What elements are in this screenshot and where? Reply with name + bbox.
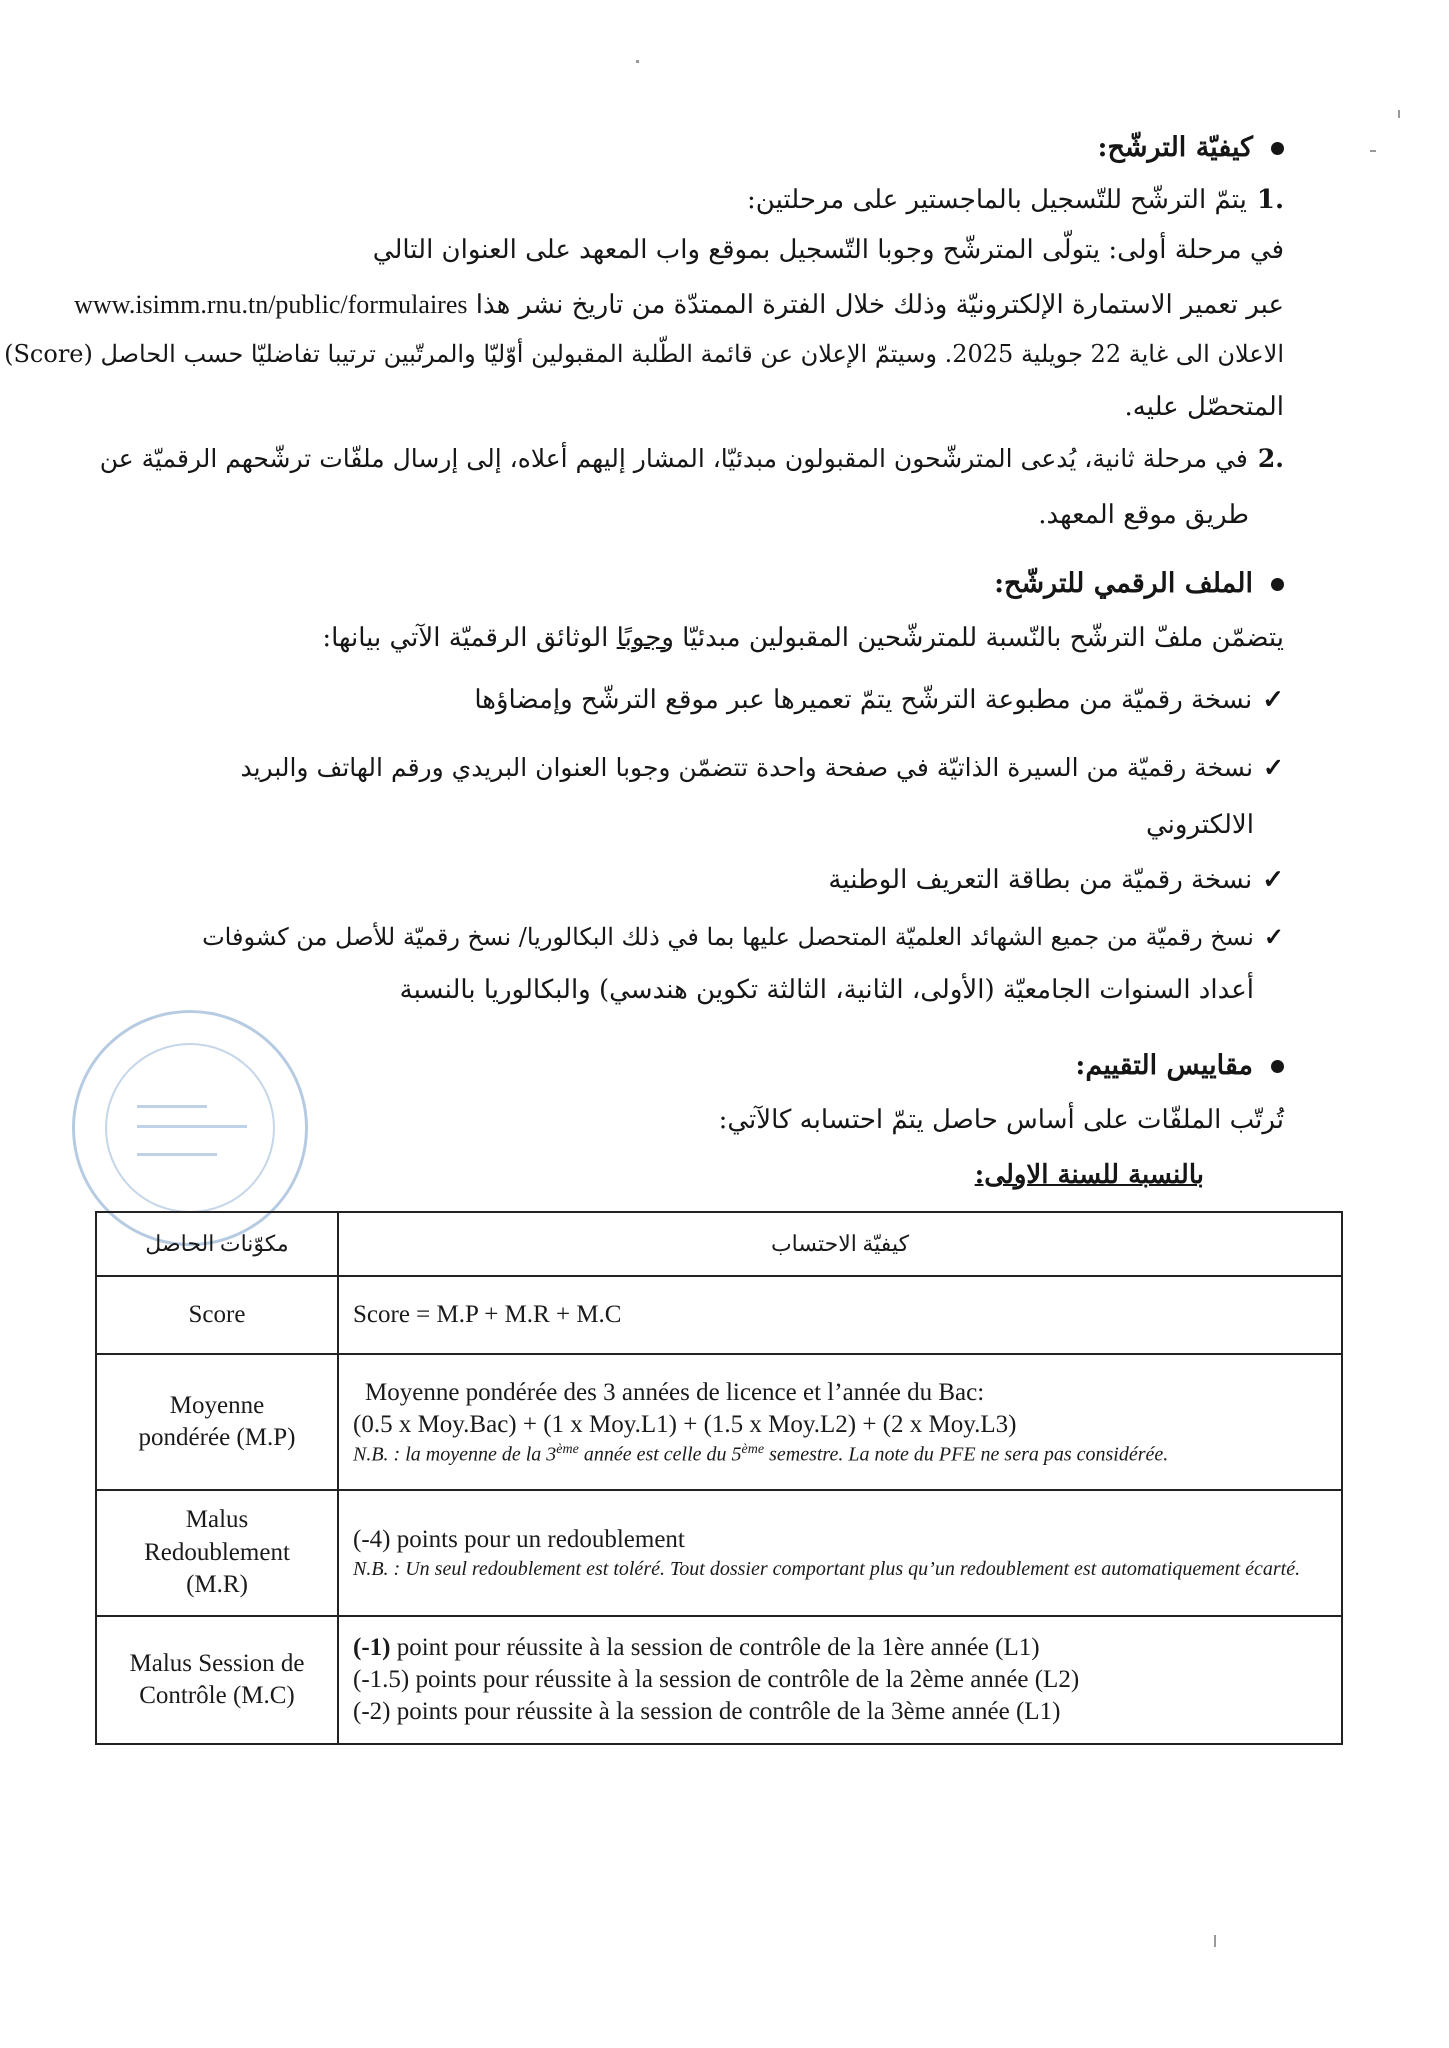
table-row-mc <box>96 1616 1342 1744</box>
phase1-line4: المتحصّل عليه. <box>1124 392 1284 422</box>
document-item-2-continued: الالكتروني <box>1146 810 1254 840</box>
score-formula: Score = M.P + M.R + M.C <box>338 1276 1342 1354</box>
document-item-4: ✓نسخ رقميّة من جميع الشهائد العلميّة المتحصل عليها بما في ذلك البكالوريا/ نسخ رقميّة للأصل من كشوفات <box>202 922 1284 951</box>
phase2-line1: .2في مرحلة ثانية، يُدعى المترشّحون المقبولون مبدئيّا، المشار إليهم أعلاه، إلى إرسال ملفّات ترشّحهم الرقميّة عن <box>99 444 1284 473</box>
mp-label: Moyenne pondérée (M.P) <box>96 1354 338 1490</box>
header-components: مكوّنات الحاصل <box>96 1212 338 1276</box>
mc-description: (-1) point pour réussite à la session de contrôle de la 1ère année (L1) (-1.5) points pour réussite à la session de contrôle de la 2ème année (L2) (-2) points pour réussite à la session de contrôle de la 3ème année (L1) <box>338 1616 1342 1744</box>
check-icon: ✓ <box>1262 865 1284 895</box>
phase2-line2: طريق موقع المعهد. <box>1038 500 1249 530</box>
candidacy-intro: .1يتمّ الترشّح للتّسجيل بالماجستير على مرحلتين: <box>747 185 1284 215</box>
scan-speck <box>636 60 639 63</box>
mp-description: Moyenne pondérée des 3 années de licence et l’année du Bac: (0.5 x Moy.Bac) + (1 x Moy.L1) + (1.5 x Moy.L2) + (2 x Moy.L3) N.B. : la moyenne de la 3ème année est celle du 5ème semestre. La note du PFE ne sera pas considérée. <box>338 1354 1342 1490</box>
mr-note: N.B. : Un seul redoublement est toléré. Tout dossier comportant plus qu’un redoublement est automatiquement écarté. <box>353 1558 1301 1580</box>
bullet-icon <box>1271 142 1284 155</box>
document-item-3: ✓نسخة رقميّة من بطاقة التعريف الوطنية <box>828 865 1284 895</box>
score-criteria-table <box>95 1211 1343 1745</box>
table-row-mp <box>96 1354 1342 1490</box>
document-item-4-continued: أعداد السنوات الجامعيّة (الأولى، الثانية، الثالثة تكوين هندسي) والبكالوريا بالنسبة <box>399 975 1254 1005</box>
registration-url: www.isimm.rnu.tn/public/formulaires <box>74 290 468 319</box>
scan-speck <box>1214 1935 1216 1947</box>
phase1-line2: عبر تعمير الاستمارة الإلكترونيّة وذلك خلال الفترة الممتدّة من تاريخ نشر هذا www.isimm.rnu.tn/public/formulaires <box>74 290 1284 320</box>
table-row-mr <box>96 1490 1342 1616</box>
check-icon: ✓ <box>1263 753 1284 782</box>
document-item-2: ✓نسخة رقميّة من السيرة الذاتيّة في صفحة واحدة تتضمّن وجوبا العنوان البريدي ورقم الهاتف والبريد <box>240 753 1284 782</box>
table-row-score <box>96 1276 1342 1354</box>
scan-speck <box>1398 110 1400 118</box>
section-heading-candidacy: كيفيّة الترشّح: <box>1098 132 1284 163</box>
check-icon: ✓ <box>1263 922 1284 951</box>
evaluation-intro: تُرتّب الملفّات على أساس حاصل يتمّ احتسابه كالآتي: <box>718 1105 1284 1135</box>
mc-label: Malus Session de Contrôle (M.C) <box>96 1616 338 1744</box>
header-calculation: كيفيّة الاحتساب <box>338 1212 1342 1276</box>
phase1-line1: في مرحلة أولى: يتولّى المترشّح وجوبا التّسجيل بموقع واب المعهد على العنوان التالي <box>372 235 1284 265</box>
stamp-text-line <box>137 1105 207 1108</box>
score-label: Score <box>96 1276 338 1354</box>
bullet-icon <box>1271 1060 1284 1073</box>
check-icon: ✓ <box>1262 685 1284 715</box>
mr-label: Malus Redoublement (M.R) <box>96 1490 338 1616</box>
scan-speck <box>1370 150 1376 152</box>
table-header-row <box>96 1212 1342 1276</box>
stamp-text-line <box>137 1125 247 1128</box>
first-year-label: بالنسبة للسنة الاولى: <box>974 1160 1204 1190</box>
section-heading-evaluation: مقاييس التقييم: <box>1075 1050 1284 1081</box>
mr-description: (-4) points pour un redoublement N.B. : Un seul redoublement est toléré. Tout dossier comportant plus qu’un redoublement est automatiquement écarté. <box>338 1490 1342 1616</box>
phase1-line3: الاعلان الى غاية 22 جويلية 2025. وسيتمّ الإعلان عن قائمة الطّلبة المقبولين أوّليّا والمرتّبين ترتيبا تفاضليّا حسب الحاصل (Score) <box>4 340 1284 368</box>
mp-note: N.B. : la moyenne de la 3ème année est celle du 5ème semestre. La note du PFE ne sera pas considérée. <box>353 1441 1169 1466</box>
digital-file-intro: يتضمّن ملفّ الترشّح بالنّسبة للمترشّحين المقبولين مبدئيّا وجوبًا الوثائق الرقميّة الآتي بيانها: <box>322 623 1284 653</box>
stamp-inner-ring <box>105 1043 275 1213</box>
section-heading-digital-file: الملف الرقمي للترشّح: <box>994 568 1284 599</box>
document-item-1: ✓نسخة رقميّة من مطبوعة الترشّح يتمّ تعميرها عبر موقع الترشّح وإمضاؤها <box>474 685 1284 715</box>
stamp-text-line <box>137 1153 217 1156</box>
bullet-icon <box>1271 578 1284 591</box>
